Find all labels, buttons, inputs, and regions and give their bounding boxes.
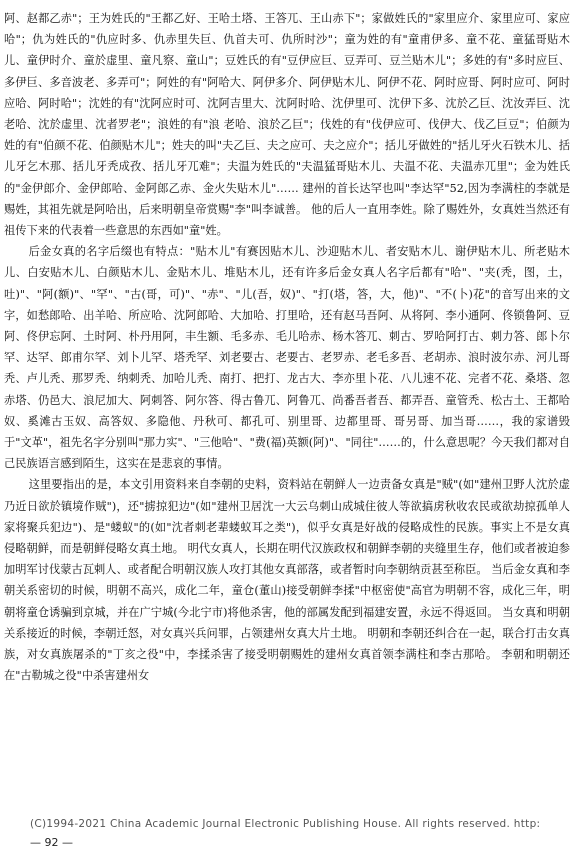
paragraph-sources-history: 这里要指出的是，本文引用资料来自李朝的史料，资料站在朝鲜人一边责备女真是"贼"(如"建州卫野人沈於虚乃近日欲於镇境作贼")，还"掳掠犯边"(如"建州卫居沈一大云乌刺山成城住彼人等欲搞虏秋收农民或欲劫掠孤单人家将聚兵犯边")、是"蝼蚁"的(如"沈者刺老辈蝼蚁耳之类")，似乎女真是好战的侵略成性的民族。事实上不是女真侵略朝鲜，而是朝鲜侵略女真土地。 明代女真人，长期在明代汉族政权和朝鲜李朝的夹缝里生存，他们或者被迫参加明军讨伐蒙古瓦剌人、或者配合明朝汉族人攻打其他女真部落，或者暂时向李朝纳贡甚至称臣。 当后金女真和李朝关系密切的时候，明朝不高兴，成化二年，童仓(董山)接受朝鲜李揉"中枢密使"高官为明朝不容，成化三年，明朝将童仓诱骗到京城，并在广宁城(今北宁市)将他杀害，他的部属发配到福建安置，永远不得返回。 当女真和明朝关系接近的时候，李朝迁怒，对女真兴兵问罪，占领建州女真大片土地。 明朝和李朝还纠合在一起，联合打击女真族，对女真族屠杀的"丁亥之役"中，李揉杀害了接受明朝赐姓的建州女真首领李满柱和李古那哈。 李朝和明朝还在"古勒城之役"中杀害建州女 [4,478,570,683]
copyright-watermark: (C)1994-2021 China Academic Journal Electronic Publishing House. All rights reserved. http: [30,818,541,830]
page-number: — 92 — [30,836,73,849]
page-footer [30,818,576,856]
document-body [4,8,570,687]
paragraph-surnames: 阿、赵都乙赤"；王为姓氏的"王都乙好、王哈土塔、王答兀、王山赤下"；家做姓氏的"家里应介、家里应可、家应哈"；仇为姓氏的"仇应时多、仇赤里失巨、仇首夫可、仇所时沙"；童为姓的有"童甫伊多、童不花、童猛哥贴木儿、童伊时介、童於虚里、童凡察、童山"；豆姓氏的有"豆伊应巨、豆弄可、豆兰贴木儿"；多姓的有"多时应巨、多伊巨、多音波老、多弄可"；阿姓的有"阿哈大、阿伊多介、阿伊贴木儿、阿伊不花、阿时应哥、阿时应可、阿时应哈、阿时哈"；沈姓的有"沈阿应时可、沈阿吉里大、沈阿时哈、沈伊里可、沈伊下多、沈於乙巨、沈汝弄巨、沈 老哈、沈於虚里、沈者罗老"；浪姓的有"浪 老哈、浪於乙巨"；伐姓的有"伐伊应可、伐伊大、伐乙巨豆"；伯颜为姓的有"伯颜不花、伯颜贴木儿"；姓夫的叫"夫乙巨、夫之应可、夫之应介"；括儿牙做姓的"括儿牙火石铁木儿、括儿牙乞木那、括儿牙秃成孜、括儿牙兀难"；夫温为姓氏的"夫温猛哥贴木儿、夫温不花、夫温赤兀里"；金为姓氏的"金伊郎介、金伊郎哈、金阿郎乙赤、金火失贴木儿"…… 建州的首长达罕也叫"李达罕"52,因为李满柱的李就是赐姓，其祖先就是阿哈出，后来明朝皇帝赏赐"李"叫李诚善。 他的后人一直用李姓。除了赐姓外，女真姓当然还有祖传下来的代表着一些意思的东西如"童"姓。 [4,12,570,238]
paragraph-name-suffixes: 后金女真的名字后缀也有特点："贴木儿"有赛因贴木儿、沙迎贴木儿、者安贴木儿、谢伊贴木儿、所老贴木儿、白安贴木儿、白颜贴木儿、金贴木儿、堆贴木儿，还有许多后金女真人名字后都有"哈"、"夹(秃，图，土，吐)"、"阿(额)"、"罕"、"古(哥，可)"、"赤"、"儿(吾，奴)"、"打(塔，答，大，他)"、"不(卜)花"的音写出来的文字，如愁郎哈、出羊哈、所应哈、沈阿郎哈、大加哈、打里哈，还有赵马吾阿、从将阿、李小通阿、佟锁鲁阿、豆阿、佟伊忘阿、土时阿、朴丹用阿，丰生额、毛多赤、毛儿哈赤、杨木答兀、刺古、罗哈阿打古、刺力答、郎卜尔罕、达罕、郎甫尔罕、刘卜儿罕、塔秃罕、刘老要古、老要古、老罗赤、老毛多吾、老胡赤、浪时波尔赤、河儿哥秃、卢儿秃、那罗秃、纳刺秃、加哈儿秃、南打、把打、龙古大、李亦里卜花、八儿速不花、完者不花、桑塔、忽赤塔、仍邑大、浪尼加大、阿刺答、阿尔答、得古鲁兀、阿鲁兀、尚番吾者吾、都弄吾、童管秃、松古土、王都哈奴、奚滩古玉奴、高答奴、多隐他、丹秋可、都孔可、别里哥、边都里哥、哥另哥、加当哥……，我的家谱毁于"文革"，祖先名字分别叫"那力实"、"三他哈"、"费(福)英额(阿)"、"同往"……的，什么意思呢？今天我们都对自己民族语言感到陌生，这实在是悲哀的事情。 [4,245,570,471]
